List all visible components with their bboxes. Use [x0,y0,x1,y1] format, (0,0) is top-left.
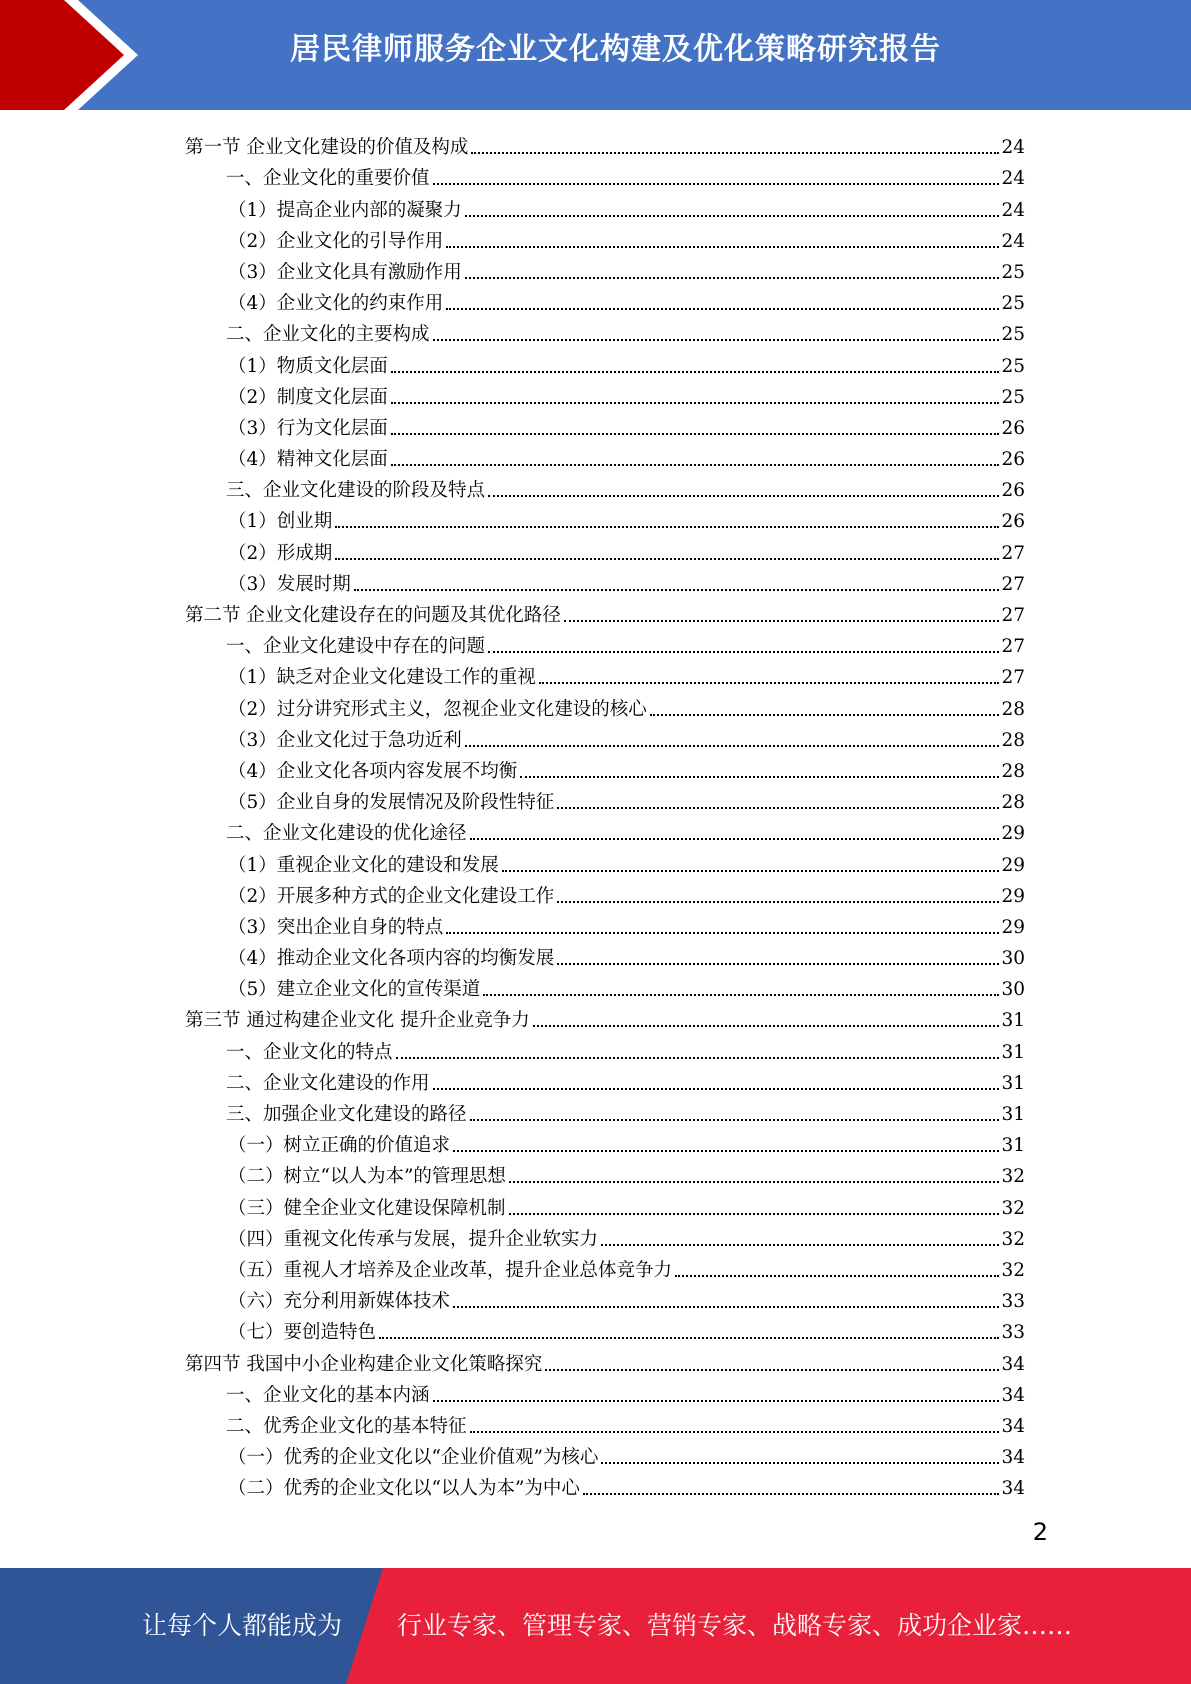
dot-leader [545,1369,999,1371]
toc-entry-label: （一）优秀的企业文化以“企业价值观”为核心 [228,1447,599,1469]
toc-entry-page: 33 [1001,1291,1025,1313]
toc-entry-page: 25 [1001,261,1025,283]
toc-entry-page: 31 [1001,1104,1025,1125]
toc-entry-label: （2）企业文化的引导作用 [228,230,444,252]
dot-leader [520,776,999,778]
toc-entry-label: （3）发展时期 [228,573,351,595]
toc-entry[interactable] [185,1032,1025,1063]
toc-entry-label: 一、企业文化建设中存在的问题 [226,636,486,658]
toc-entry[interactable] [185,440,1025,471]
toc-entry-page: 32 [1001,1166,1025,1188]
toc-entry[interactable] [185,1438,1025,1469]
toc-entry[interactable] [185,1376,1025,1407]
toc-entry[interactable] [185,1407,1025,1438]
toc-entry-page: 34 [1001,1447,1025,1469]
toc-entry-page: 33 [1001,1322,1025,1344]
toc-entry-label: 二、企业文化的主要构成 [226,324,430,346]
toc-entry-page: 28 [1001,792,1025,814]
toc-entry-label: 二、企业文化建设的优化途径 [226,823,467,845]
toc-entry[interactable] [185,908,1025,939]
dot-leader [433,183,1000,185]
toc-entry-page: 32 [1001,1259,1025,1281]
toc-entry-page: 24 [1001,230,1025,252]
toc-entry[interactable] [185,845,1025,876]
toc-entry-label: （3）行为文化层面 [228,417,388,439]
dot-leader [379,1337,999,1339]
toc-entry[interactable] [185,1126,1025,1157]
toc-entry-label: 一、企业文化的重要价值 [226,168,430,190]
toc-entry-label: （3）企业文化过于急功近利 [228,729,462,751]
dot-leader [433,1400,1000,1402]
toc-entry[interactable] [185,783,1025,814]
footer-slogan-right: 行业专家、管理专家、营销专家、战略专家、成功企业家…… [397,1611,1073,1640]
toc-entry-label: （5）建立企业文化的宣传渠道 [228,979,481,1001]
toc-entry-label: （5）企业自身的发展情况及阶段性特征 [228,792,555,814]
toc-entry-label: （1）物质文化层面 [228,355,388,377]
toc-entry[interactable] [185,471,1025,502]
toc-entry-label: （三）健全企业文化建设保障机制 [228,1197,506,1219]
toc-entry-page: 25 [1001,355,1025,377]
toc-entry-page: 24 [1001,199,1025,221]
toc-entry[interactable] [185,1344,1025,1375]
header-banner [0,0,1191,110]
toc-entry[interactable] [185,284,1025,315]
toc-entry[interactable] [185,409,1025,440]
toc-entry-page: 34 [1001,1384,1025,1406]
dot-leader [465,215,1000,217]
dot-leader [650,714,1000,716]
toc-entry-label: （4）精神文化层面 [228,449,388,471]
toc-entry-page: 28 [1001,729,1025,751]
toc-entry-page: 34 [1001,1353,1025,1375]
dot-leader [583,1493,1000,1495]
table-of-contents [185,128,1025,1500]
dot-leader [391,433,1000,435]
toc-entry-page: 27 [1001,542,1025,564]
toc-entry-page: 29 [1001,854,1025,876]
dot-leader [354,589,1000,591]
dot-leader [509,1181,1000,1183]
toc-entry-page: 29 [1001,916,1025,938]
dot-leader [465,277,1000,279]
toc-entry-label: 三、加强企业文化建设的路径 [226,1104,467,1125]
toc-entry-label: 第四节 我国中小企业构建企业文化策略探究 [185,1353,543,1375]
toc-entry[interactable] [185,877,1025,908]
dot-leader [533,1025,1000,1027]
toc-entry-page: 32 [1001,1228,1025,1250]
toc-entry-label: （2）形成期 [228,542,333,564]
toc-entry[interactable] [185,253,1025,284]
dot-leader [446,932,999,934]
toc-entry-page: 31 [1001,1041,1025,1063]
toc-entry-page: 24 [1001,137,1025,159]
toc-entry[interactable] [185,1188,1025,1219]
toc-entry-page: 28 [1001,760,1025,782]
toc-entry[interactable] [185,970,1025,1001]
toc-entry-label: （1）创业期 [228,511,333,533]
toc-entry-label: （3）突出企业自身的特点 [228,916,444,938]
dot-leader [335,558,999,560]
toc-entry-page: 26 [1001,511,1025,533]
toc-entry[interactable] [185,128,1025,159]
toc-entry[interactable] [185,378,1025,409]
toc-entry[interactable] [185,689,1025,720]
footer-banner [0,1568,1191,1684]
toc-entry-label: （4）企业文化的约束作用 [228,293,444,315]
toc-entry[interactable] [185,1157,1025,1188]
dot-leader [391,371,1000,373]
toc-entry-label: （一）树立正确的价值追求 [228,1135,451,1157]
toc-entry-label: （七）要创造特色 [228,1322,377,1344]
dot-leader [391,402,1000,404]
toc-entry-label: （4）企业文化各项内容发展不均衡 [228,760,518,782]
toc-entry-page: 26 [1001,449,1025,471]
chevron-arrow-icon [0,0,160,110]
toc-entry-label: 二、优秀企业文化的基本特征 [226,1415,467,1437]
dot-leader [470,1431,1000,1433]
toc-entry-page: 25 [1001,386,1025,408]
dot-leader [453,1150,999,1152]
toc-entry-page: 34 [1001,1478,1025,1500]
dot-leader [470,838,1000,840]
dot-leader [433,339,1000,341]
toc-entry[interactable] [185,565,1025,596]
dot-leader [446,246,999,248]
toc-entry-page: 28 [1001,698,1025,720]
toc-entry-label: 一、企业文化的基本内涵 [226,1384,430,1406]
toc-entry-page: 27 [1001,605,1025,626]
toc-entry-label: （4）推动企业文化各项内容的均衡发展 [228,948,555,970]
footer-slogan-left: 让每个人都能成为 [142,1611,343,1640]
dot-leader [564,620,1000,622]
toc-entry[interactable] [185,939,1025,970]
toc-entry[interactable] [185,222,1025,253]
toc-entry-page: 27 [1001,636,1025,658]
dot-leader [675,1275,999,1277]
dot-leader [601,1462,999,1464]
toc-entry-page: 29 [1001,885,1025,907]
toc-entry-page: 30 [1001,948,1025,970]
toc-entry[interactable] [185,721,1025,752]
dot-leader [539,682,1000,684]
dot-leader [502,870,1000,872]
dot-leader [557,807,999,809]
toc-entry[interactable] [185,346,1025,377]
toc-entry[interactable] [185,814,1025,845]
toc-entry-label: （2）过分讲究形式主义，忽视企业文化建设的核心 [228,698,647,720]
toc-entry[interactable] [185,533,1025,564]
toc-entry-page: 26 [1001,480,1025,502]
toc-entry[interactable] [185,159,1025,190]
toc-entry-label: （二）树立“以人为本”的管理思想 [228,1166,506,1188]
dot-leader [391,464,1000,466]
toc-entry-label: （2）制度文化层面 [228,386,388,408]
dot-leader [557,901,999,903]
toc-entry-page: 34 [1001,1415,1025,1437]
toc-entry-label: （3）企业文化具有激励作用 [228,261,462,283]
toc-entry-label: 三、企业文化建设的阶段及特点 [226,480,486,502]
toc-entry-page: 31 [1001,1072,1025,1094]
toc-entry[interactable] [185,1001,1025,1032]
toc-entry-page: 24 [1001,168,1025,190]
dot-leader [483,994,999,996]
toc-entry[interactable] [185,1095,1025,1126]
toc-entry[interactable] [185,658,1025,689]
toc-entry-label: 第三节 通过构建企业文化 提升企业竞争力 [185,1010,530,1032]
toc-entry[interactable] [185,1313,1025,1344]
toc-entry-label: 第二节 企业文化建设存在的问题及其优化路径 [185,605,561,626]
toc-entry-page: 32 [1001,1197,1025,1219]
dot-leader [470,1119,1000,1121]
dot-leader [335,526,999,528]
toc-entry-label: （六）充分利用新媒体技术 [228,1291,451,1313]
page-number: 2 [1032,1518,1048,1546]
toc-entry[interactable] [185,1220,1025,1251]
toc-entry[interactable] [185,1469,1025,1500]
dot-leader [396,1057,1000,1059]
toc-entry-label: （2）开展多种方式的企业文化建设工作 [228,885,555,907]
toc-entry[interactable] [185,315,1025,346]
dot-leader [557,963,999,965]
toc-entry-label: （1）提高企业内部的凝聚力 [228,199,462,221]
toc-entry-page: 25 [1001,324,1025,346]
dot-leader [601,1244,999,1246]
toc-entry-page: 31 [1001,1135,1025,1157]
toc-entry[interactable] [185,1064,1025,1095]
toc-entry-page: 26 [1001,417,1025,439]
toc-entry-page: 31 [1001,1010,1025,1032]
dot-leader [446,308,999,310]
toc-entry[interactable] [185,1251,1025,1282]
toc-entry-page: 29 [1001,823,1025,845]
toc-entry[interactable] [185,190,1025,221]
toc-entry-page: 30 [1001,979,1025,1001]
toc-entry-label: （五）重视人才培养及企业改革，提升企业总体竞争力 [228,1259,673,1281]
toc-entry-page: 25 [1001,293,1025,315]
dot-leader [453,1306,999,1308]
toc-entry-label: （二）优秀的企业文化以“以人为本”为中心 [228,1478,580,1500]
toc-entry[interactable] [185,1282,1025,1313]
toc-entry-label: 一、企业文化的特点 [226,1041,393,1063]
toc-entry-label: （1）重视企业文化的建设和发展 [228,854,499,876]
toc-entry-label: 第一节 企业文化建设的价值及构成 [185,137,469,159]
document-title: 居民律师服务企业文化构建及优化策略研究报告 [290,32,941,67]
dot-leader [488,495,999,497]
toc-entry-label: 二、企业文化建设的作用 [226,1072,430,1094]
toc-entry-page: 27 [1001,573,1025,595]
toc-entry[interactable] [185,752,1025,783]
dot-leader [465,745,1000,747]
toc-entry-label: （1）缺乏对企业文化建设工作的重视 [228,667,536,689]
toc-entry-page: 27 [1001,667,1025,689]
dot-leader [488,651,999,653]
toc-entry-label: （四）重视文化传承与发展，提升企业软实力 [228,1228,599,1250]
dot-leader [471,152,999,154]
dot-leader [433,1088,1000,1090]
toc-entry[interactable] [185,627,1025,658]
dot-leader [509,1213,1000,1215]
toc-entry[interactable] [185,502,1025,533]
toc-entry[interactable] [185,596,1025,627]
